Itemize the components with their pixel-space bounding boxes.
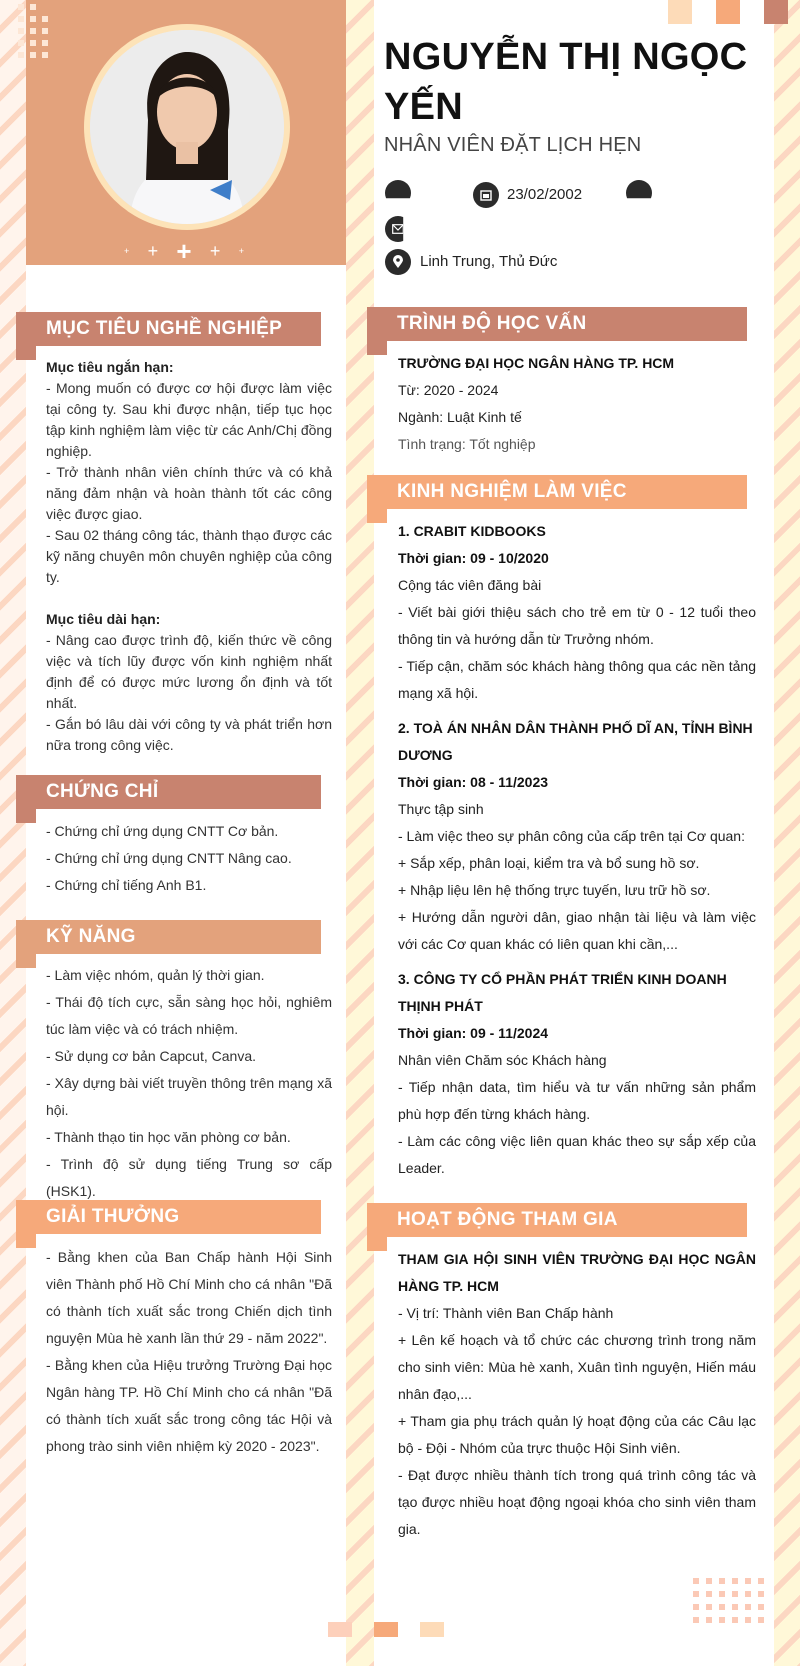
activity-detail: - Đạt được nhiều thành tích trong quá trình công tác và tạo được nhiều hoạt động ngoại khóa cho sinh viên tham gia. xyxy=(398,1467,756,1537)
activity-detail: + Tham gia phụ trách quản lý hoạt động của các Câu lạc bộ - Đội - Nhóm của trực thuộc Hội Sinh viên. xyxy=(398,1413,756,1456)
skills-section-header: KỸ NĂNG xyxy=(16,920,321,954)
calendar-icon xyxy=(473,182,499,208)
left-stripe-band xyxy=(0,0,26,1666)
location-pin-icon xyxy=(385,249,411,275)
job-detail: + Hướng dẫn người dân, giao nhận tài liệu và làm việc với các Cơ quan khác có liên quan khi cần,... xyxy=(398,909,756,952)
award-item: - Bằng khen của Ban Chấp hành Hội Sinh viên Thành phố Hồ Chí Minh cho cá nhân "Đã có thành tích xuất sắc trong Chiến dịch tình nguyện Mùa hè xanh lần thứ 29 - năm 2022". xyxy=(46,1249,332,1346)
cert-item: - Chứng chỉ ứng dụng CNTT Cơ bản. xyxy=(46,823,279,839)
award-item: - Bằng khen của Hiệu trưởng Trường Đại học Ngân hàng TP. Hồ Chí Minh cho cá nhân "Đã có thành tích xuất sắc trong công tác Hội và phong trào sinh viên nhiệm kỳ 2020 - 2023". xyxy=(46,1357,332,1454)
birthday-text: 23/02/2002 xyxy=(507,186,583,203)
education-section-header: TRÌNH ĐỘ HỌC VẤN xyxy=(367,307,747,341)
long-goal-item: - Nâng cao được trình độ, kiến thức về công việc và tích lũy được vốn kinh nghiệm nhất định để có được mức lương ổn định và tốt nhất. xyxy=(46,632,332,711)
address-text: Linh Trung, Thủ Đức xyxy=(420,253,558,270)
study-period: Từ: 2020 - 2024 xyxy=(398,382,499,398)
awards-section-header: GIẢI THƯỞNG xyxy=(16,1200,321,1234)
major: Ngành: Luật Kinh tế xyxy=(398,409,522,425)
short-goal-item: - Sau 02 tháng công tác, thành thạo được các kỹ năng chuyên môn chuyên nghiệp của công ty. xyxy=(46,527,332,585)
school-name: TRƯỜNG ĐẠI HỌC NGÂN HÀNG TP. HCM xyxy=(398,355,675,371)
short-goal-item: - Trở thành nhân viên chính thức và có khả năng đảm nhận và hoàn thành tốt các công việc được giao. xyxy=(46,464,332,522)
cert-item: - Chứng chỉ tiếng Anh B1. xyxy=(46,877,207,893)
education-block xyxy=(398,350,756,458)
activity-detail: - Vị trí: Thành viên Ban Chấp hành xyxy=(398,1305,614,1321)
long-goal-item: - Gắn bó lâu dài với công ty và phát triển hơn nữa trong công việc. xyxy=(46,716,332,753)
awards-list xyxy=(46,1244,332,1460)
job-detail: - Tiếp cận, chăm sóc khách hàng thông qua các nền tảng mạng xã hội. xyxy=(398,658,756,701)
top-square-decoration xyxy=(668,0,788,24)
cert-item: - Chứng chỉ ứng dụng CNTT Nâng cao. xyxy=(46,850,292,866)
bottom-dot-grid-decoration xyxy=(693,1578,764,1623)
experience-section-header: KINH NGHIỆM LÀM VIỆC xyxy=(367,475,747,509)
job-role: Cộng tác viên đăng bài xyxy=(398,577,542,593)
skills-list xyxy=(46,962,332,1205)
portrait-photo xyxy=(90,30,284,224)
activity-org: THAM GIA HỘI SINH VIÊN TRƯỜNG ĐẠI HỌC NGÂN HÀNG TP. HCM xyxy=(398,1251,756,1294)
experience-block xyxy=(398,518,756,1182)
skill-item: - Sử dụng cơ bản Capcut, Canva. xyxy=(46,1048,256,1064)
skill-item: - Xây dựng bài viết truyền thông trên mạng xã hội. xyxy=(46,1075,332,1118)
certs-list xyxy=(46,818,332,899)
skill-item: - Làm việc nhóm, quản lý thời gian. xyxy=(46,967,265,983)
long-term-label: Mục tiêu dài hạn: xyxy=(46,611,161,627)
skill-item: - Thành thạo tin học văn phòng cơ bản. xyxy=(46,1129,291,1145)
candidate-name: NGUYỄN THỊ NGỌC YẾN xyxy=(384,36,748,128)
job-detail: + Sắp xếp, phân loại, kiểm tra và bổ sung hồ sơ. xyxy=(398,855,700,871)
job-company: 1. CRABIT KIDBOOKS xyxy=(398,523,546,539)
activities-section-header: HOẠT ĐỘNG THAM GIA xyxy=(367,1203,747,1237)
job-role: Nhân viên Chăm sóc Khách hàng xyxy=(398,1052,607,1068)
job-time: Thời gian: 09 - 11/2024 xyxy=(398,1025,549,1041)
right-stripe-band xyxy=(774,0,800,1666)
job-company: 2. TOÀ ÁN NHÂN DÂN THÀNH PHỐ DĨ AN, TỈNH BÌNH DƯƠNG xyxy=(398,720,753,763)
avatar xyxy=(90,30,284,224)
activities-block xyxy=(398,1246,756,1543)
job-detail: - Viết bài giới thiệu sách cho trẻ em từ 0 - 12 tuổi theo thông tin và hướng dẫn từ Trưởng nhóm. xyxy=(398,604,756,647)
activity-detail: + Lên kế hoạch và tổ chức các chương trình trong năm cho sinh viên: Mùa hè xanh, Xuân tình nguyện, Hiến máu nhân đạo,... xyxy=(398,1332,756,1402)
short-term-label: Mục tiêu ngắn hạn: xyxy=(46,359,174,375)
bottom-square-decoration xyxy=(328,1622,444,1637)
sparkle-decoration: + + + + + xyxy=(124,235,244,266)
job-time: Thời gian: 08 - 11/2023 xyxy=(398,774,549,790)
job-detail: - Làm các công việc liên quan khác theo sự sắp xếp của Leader. xyxy=(398,1133,756,1176)
graduation-status: Tình trạng: Tốt nghiệp xyxy=(398,436,536,452)
job-company: 3. CÔNG TY CỔ PHẦN PHÁT TRIỂN KINH DOANH THỊNH PHÁT xyxy=(398,971,727,1014)
job-title: NHÂN VIÊN ĐẶT LỊCH HẸN xyxy=(384,134,642,156)
middle-stripe-band xyxy=(346,0,374,1666)
career-goals xyxy=(46,357,332,756)
short-goal-item: - Mong muốn có được cơ hội được làm việc tại công ty. Sau khi được nhận, tiếp tục học tập kinh nghiệm làm việc từ các Anh/Chị đồng nghiệp. xyxy=(46,380,332,459)
job-role: Thực tập sinh xyxy=(398,801,484,817)
certs-section-header: CHỨNG CHỈ xyxy=(16,775,321,809)
dot-grid-decoration xyxy=(18,4,48,58)
skill-item: - Trình độ sử dụng tiếng Trung sơ cấp (HSK1). xyxy=(46,1156,332,1199)
job-detail: - Làm việc theo sự phân công của cấp trên tại Cơ quan: xyxy=(398,828,745,844)
skill-item: - Thái độ tích cực, sẵn sàng học hỏi, nghiêm túc làm việc và có trách nhiệm. xyxy=(46,994,332,1037)
avatar-ring xyxy=(84,24,290,230)
job-time: Thời gian: 09 - 10/2020 xyxy=(398,550,549,566)
job-detail: - Tiếp nhận data, tìm hiểu và tư vấn những sản phẩm phù hợp đến từng khách hàng. xyxy=(398,1079,756,1122)
career-section-header: MỤC TIÊU NGHỀ NGHIỆP xyxy=(16,312,321,346)
job-detail: + Nhập liệu lên hệ thống trực tuyến, lưu trữ hồ sơ. xyxy=(398,882,711,898)
